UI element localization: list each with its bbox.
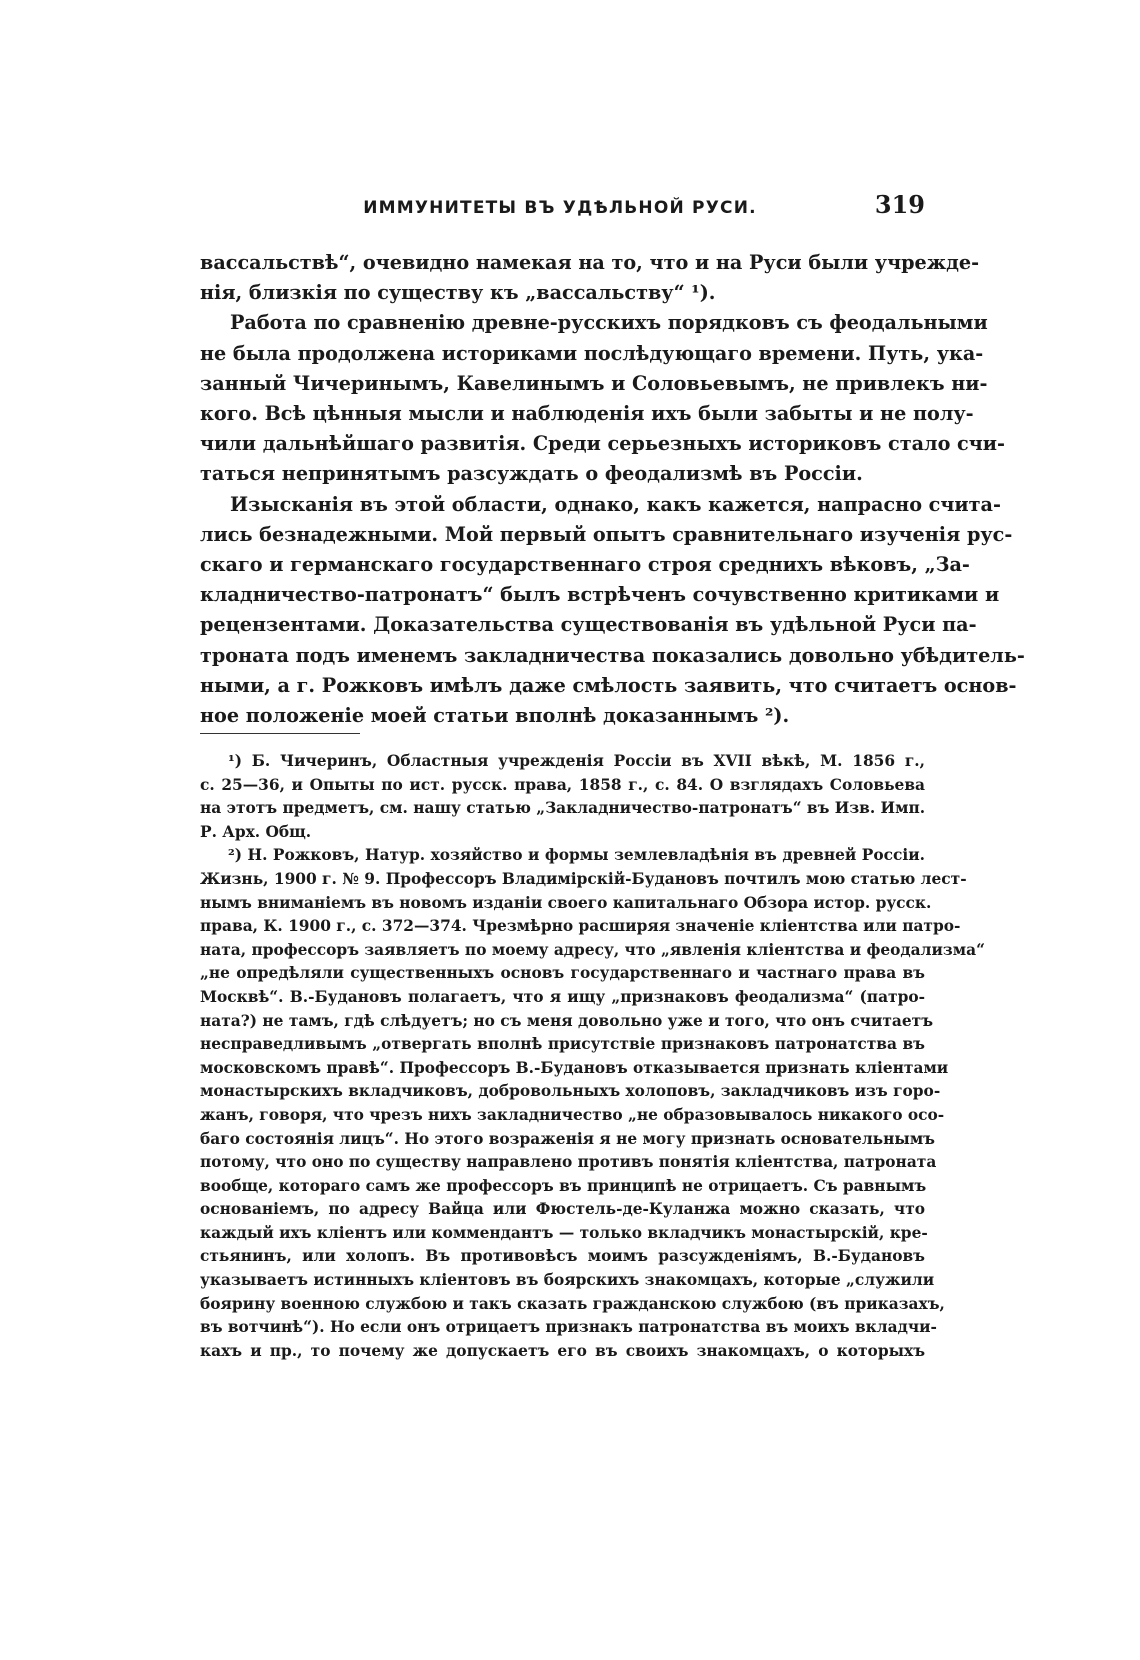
- text-line: Работа по сравненію древне-русскихъ порядковъ съ феодальными: [230, 311, 988, 335]
- main-text: [200, 248, 1025, 731]
- footnote-line: боярину военною службою и такъ сказать гражданскою службою (въ приказахъ,: [200, 1294, 945, 1313]
- footnote-line: права, К. 1900 г., с. 372—374. Чрезмѣрно расширяя значеніе кліентства или патро-: [200, 917, 961, 936]
- footnote-line: на этотъ предметъ, см. нашу статью „Закладничество-патронатъ“ въ Изв. Имп.: [200, 799, 926, 818]
- footnote-line: „не опредѣляли существенныхъ основъ государственнаго и частнаго права въ: [200, 964, 925, 983]
- footnote-line: потому, что оно по существу направлено противъ понятія кліентства, патроната: [200, 1153, 937, 1172]
- text-line: рецензентами. Доказательства существованія въ удѣльной Руси па-: [200, 613, 977, 637]
- footnote-line: Жизнь, 1900 г. № 9. Профессоръ Владимірскій-Будановъ почтилъ мою статью лест-: [200, 869, 967, 888]
- footnote-line: московскомъ правѣ“. Профессоръ В.-Будановъ отказывается признать кліентами: [200, 1058, 949, 1077]
- footnote-line: ²) Н. Рожковъ, Натур. хозяйство и формы землевладѣнія въ древней Россіи.: [228, 846, 925, 865]
- text-line: ное положеніе моей статьи вполнѣ доказаннымъ ²).: [200, 704, 790, 728]
- footnote-line: с. 25—36, и Опыты по ист. русск. права, 1858 г., с. 84. О взглядахъ Соловьева: [200, 775, 925, 794]
- text-line: чили дальнѣйшаго развитія. Среди серьезныхъ историковъ стало счи-: [200, 432, 1005, 456]
- text-line: Изысканія въ этой области, однако, какъ кажется, напрасно счита-: [230, 492, 1001, 516]
- footnote-line: жанъ, говоря, что чрезъ нихъ закладничество „не образовывалось никакого осо-: [200, 1105, 945, 1124]
- footnote-line: Р. Арх. Общ.: [200, 822, 312, 841]
- footnotes: [200, 750, 985, 1363]
- page-header: [195, 190, 925, 230]
- text-line: ными, а г. Рожковъ имѣлъ даже смѣлость заявить, что считаетъ основ-: [200, 673, 1017, 697]
- text-line: таться непринятымъ разсуждать о феодализмѣ въ Россіи.: [200, 462, 863, 486]
- footnote-line: нымъ вниманіемъ въ новомъ изданіи своего капитальнаго Обзора истор. русск.: [200, 893, 932, 912]
- footnote-line: Москвѣ“. В.-Будановъ полагаетъ, что я ищу „признаковъ феодализма“ (патро-: [200, 987, 925, 1006]
- text-line: не была продолжена историками послѣдующаго времени. Путь, ука-: [200, 341, 984, 365]
- text-line: скаго и германскаго государственнаго строя среднихъ вѣковъ, „За-: [200, 553, 970, 577]
- footnote-line: основаніемъ, по адресу Вайца или Фюстель-де-Куланжа можно сказать, что: [200, 1200, 925, 1219]
- text-line: занный Чичеринымъ, Кавелинымъ и Соловьевымъ, не привлекъ ни-: [200, 371, 988, 395]
- footnote-line: стьянинъ, или холопъ. Въ противовѣсъ моимъ разсужденіямъ, В.-Будановъ: [200, 1247, 925, 1266]
- footnote-line: каждый ихъ кліентъ или коммендантъ — только вкладчикъ монастырскій, кре-: [200, 1223, 928, 1242]
- footnote-line: кахъ и пр., то почему же допускаетъ его въ своихъ знакомцахъ, о которыхъ: [200, 1341, 925, 1360]
- text-line: вассальствѣ“, очевидно намекая на то, что и на Руси были учрежде-: [200, 251, 980, 274]
- footnote-line: ната?) не тамъ, гдѣ слѣдуетъ; но съ меня довольно уже и того, что онъ считаетъ: [200, 1011, 934, 1030]
- text-line: лись безнадежными. Мой первый опытъ сравнительнаго изученія рус-: [200, 522, 1013, 546]
- text-line: троната подъ именемъ закладничества показались довольно убѣдитель-: [200, 643, 1025, 667]
- footnote-line: несправедливымъ „отвергать вполнѣ присутствіе признаковъ патронатства въ: [200, 1035, 925, 1054]
- footnote-separator: [200, 733, 360, 734]
- footnote-line: монастырскихъ вкладчиковъ, добровольныхъ холоповъ, закладчиковъ изъ горо-: [200, 1082, 941, 1101]
- page-number: 319: [874, 190, 925, 219]
- footnote-line: въ вотчинѣ“). Но если онъ отрицаетъ признакъ патронатства въ моихъ вкладчи-: [200, 1318, 937, 1337]
- footnote-line: вообще, котораго самъ же профессоръ въ принципѣ не отрицаетъ. Съ равнымъ: [200, 1176, 927, 1195]
- text-line: нія, близкія по существу къ „вассальству“ ¹).: [200, 281, 716, 305]
- text-line: кого. Всѣ цѣнныя мысли и наблюденія ихъ были забыты и не полу-: [200, 402, 974, 426]
- footnote-line: баго состоянія лицъ“. Но этого возраженія я не могу признать основательнымъ: [200, 1129, 935, 1148]
- footnote-line: указываетъ истинныхъ кліентовъ въ боярскихъ знакомцахъ, которые „служили: [200, 1271, 935, 1290]
- footnote-line: ¹) Б. Чичеринъ, Областныя учрежденія Россіи въ XVII вѣкѣ, М. 1856 г.,: [228, 752, 925, 770]
- running-title: ИММУНИТЕТЫ ВЪ УДѢЛЬНОЙ РУСИ.: [363, 198, 757, 218]
- text-line: кладничество-патронатъ“ былъ встрѣченъ сочувственно критиками и: [200, 583, 1000, 607]
- footnote-line: ната, профессоръ заявляетъ по моему адресу, что „явленія кліентства и феодализма“: [200, 940, 985, 959]
